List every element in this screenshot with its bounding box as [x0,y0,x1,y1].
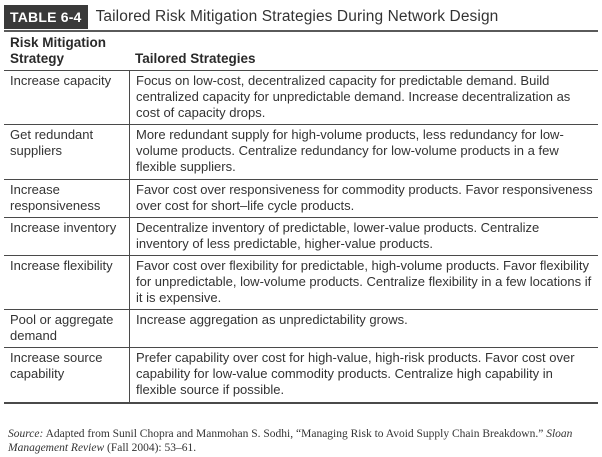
source-text: Adapted from Sunil Chopra and Manmohan S. Sodhi, “Managing Risk to Avoid Supply Chain Breakdown.” [43,428,547,440]
table-row [4,218,598,256]
column-header-strategy: Risk Mitigation Strategy [10,35,107,66]
strategy-cell: Increase responsiveness [10,182,101,213]
table-row [4,256,598,310]
source-label: Source: [8,428,44,440]
table-body [4,71,598,404]
source-note [8,427,598,455]
tailored-cell: Decentralize inventory of predictable, lower-value products. Centralize inventory of less predictable, higher-value products. [129,218,598,255]
tailored-cell: Favor cost over responsiveness for commodity products. Favor responsiveness over cost for short–life cycle products. [129,180,598,217]
table-title-bar [4,3,598,32]
table-title: Tailored Risk Mitigation Strategies During Network Design [95,7,499,25]
tailored-cell: Favor cost over flexibility for predictable, high-volume products. Favor flexibility for unpredictable, low-volume products. Centralize flexibility in a few locations if it is expensive. [129,256,598,309]
table-row [4,310,598,348]
strategy-cell: Pool or aggregate demand [10,312,114,343]
tailored-cell: Focus on low-cost, decentralized capacity for predictable demand. Build centralized capacity for unpredictable demand. Increase decentralization as cost of capacity drops. [129,71,598,124]
table-number-badge: TABLE 6-4 [4,5,88,29]
tailored-cell: Prefer capability over cost for high-value, high-risk products. Favor cost over capability for low-value commodity products. Centralize high capability in flexible source if possible. [129,348,598,402]
strategy-cell: Increase capacity [10,73,112,88]
strategy-cell: Increase source capability [10,350,103,381]
strategy-cell: Get redundant suppliers [10,127,94,158]
table-row [4,180,598,218]
table-row [4,71,598,125]
source-journal: Sloan Management Review [8,428,573,454]
source-citation: (Fall 2004): 53–61. [104,442,197,454]
tailored-cell: Increase aggregation as unpredictability grows. [129,310,598,347]
table-row [4,125,598,180]
column-header-tailored: Tailored Strategies [135,51,256,66]
table-header [4,32,598,71]
table-row [4,348,598,404]
strategy-cell: Increase inventory [10,220,117,235]
tailored-cell: More redundant supply for high-volume products, less redundancy for low-volume products. Centralize redundancy for low-volume products in a few flexible suppliers. [129,125,598,179]
strategy-cell: Increase flexibility [10,258,113,273]
